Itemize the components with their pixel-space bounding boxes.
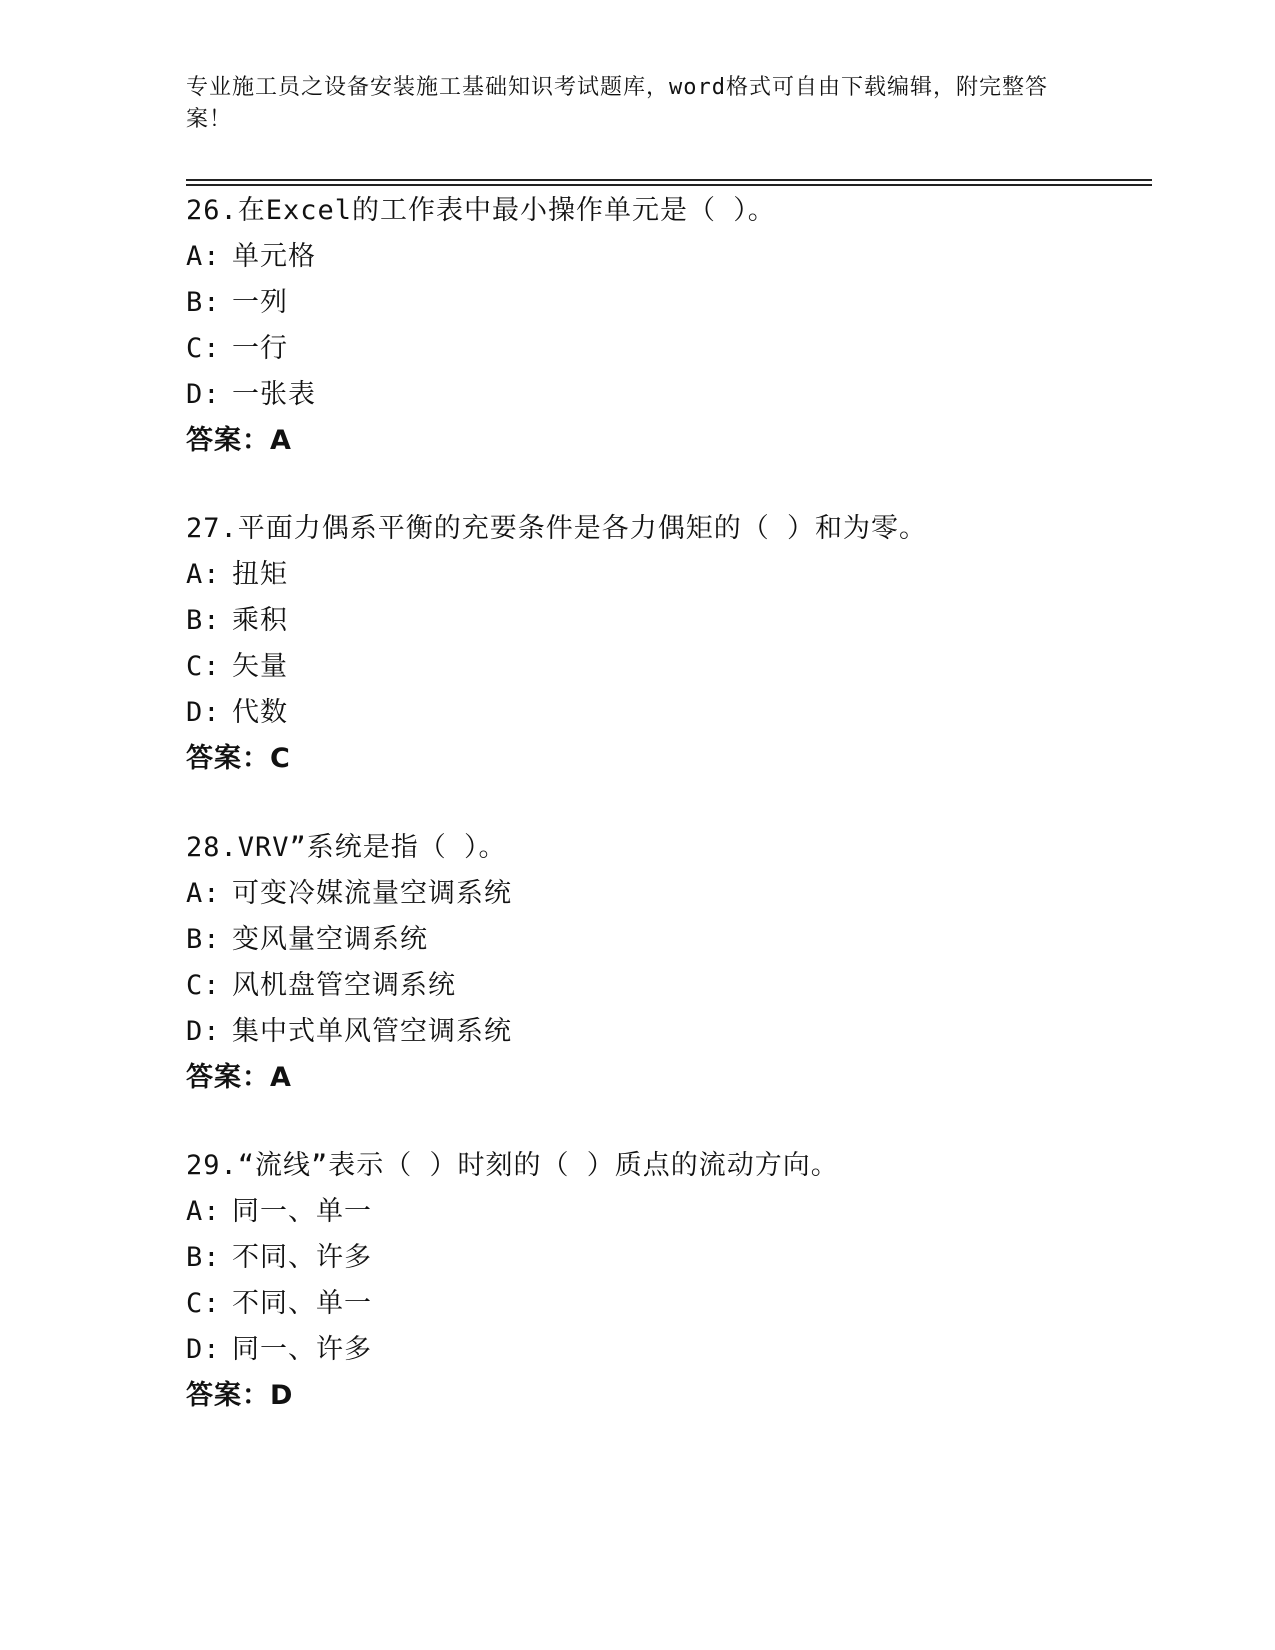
option-d <box>186 1009 1146 1055</box>
header-divider-top <box>186 179 1152 181</box>
option-key: B: <box>186 924 221 955</box>
option-text: 不同、许多 <box>232 1242 372 1273</box>
option-text: 集中式单风管空调系统 <box>232 1016 512 1047</box>
question-28 <box>186 825 1146 1101</box>
option-text: 风机盘管空调系统 <box>232 970 456 1001</box>
option-b <box>186 280 1146 326</box>
option-key: C: <box>186 1288 221 1319</box>
option-a <box>186 1189 1146 1235</box>
option-b <box>186 598 1146 644</box>
question-text: 29.“流线”表示（ ）时刻的（ ）质点的流动方向。 <box>186 1150 839 1181</box>
option-d <box>186 690 1146 736</box>
option-key: A: <box>186 559 221 590</box>
option-key: B: <box>186 287 221 318</box>
option-b <box>186 1235 1146 1281</box>
option-b <box>186 917 1146 963</box>
answer: 答案：A <box>186 425 292 456</box>
answer: 答案：A <box>186 1062 292 1093</box>
option-c <box>186 326 1146 372</box>
option-text: 乘积 <box>232 605 288 636</box>
answer: 答案：D <box>186 1380 294 1411</box>
option-a <box>186 871 1146 917</box>
question-26 <box>186 188 1146 464</box>
option-text: 单元格 <box>232 241 316 272</box>
option-key: D: <box>186 1016 221 1047</box>
header-divider-bottom <box>186 184 1152 186</box>
option-key: D: <box>186 697 221 728</box>
option-a <box>186 552 1146 598</box>
option-key: D: <box>186 1334 221 1365</box>
question-text: 27.平面力偶系平衡的充要条件是各力偶矩的（ ）和为零。 <box>186 513 928 544</box>
option-key: A: <box>186 1196 221 1227</box>
option-key: C: <box>186 970 221 1001</box>
option-text: 扭矩 <box>232 559 288 590</box>
question-29 <box>186 1143 1146 1419</box>
option-key: B: <box>186 605 221 636</box>
option-c <box>186 963 1146 1009</box>
option-c <box>186 1281 1146 1327</box>
option-d <box>186 1327 1146 1373</box>
document-header: 专业施工员之设备安装施工基础知识考试题库，word格式可自由下载编辑，附完整答案！ <box>186 75 1048 132</box>
question-text: 26.在Excel的工作表中最小操作单元是（ ）。 <box>186 195 776 226</box>
option-a <box>186 234 1146 280</box>
option-key: A: <box>186 878 221 909</box>
question-text: 28.VRV”系统是指（ ）。 <box>186 832 507 863</box>
question-27 <box>186 506 1146 782</box>
option-text: 矢量 <box>232 651 288 682</box>
option-key: B: <box>186 1242 221 1273</box>
option-text: 不同、单一 <box>232 1288 372 1319</box>
option-text: 一列 <box>232 287 288 318</box>
option-text: 代数 <box>232 697 288 728</box>
option-text: 一张表 <box>232 379 316 410</box>
option-c <box>186 644 1146 690</box>
option-key: C: <box>186 333 221 364</box>
option-d <box>186 372 1146 418</box>
option-key: C: <box>186 651 221 682</box>
option-text: 变风量空调系统 <box>232 924 428 955</box>
answer: 答案：C <box>186 743 291 774</box>
option-text: 一行 <box>232 333 288 364</box>
option-text: 同一、单一 <box>232 1196 372 1227</box>
option-key: D: <box>186 379 221 410</box>
option-key: A: <box>186 241 221 272</box>
option-text: 可变冷媒流量空调系统 <box>232 878 512 909</box>
option-text: 同一、许多 <box>232 1334 372 1365</box>
